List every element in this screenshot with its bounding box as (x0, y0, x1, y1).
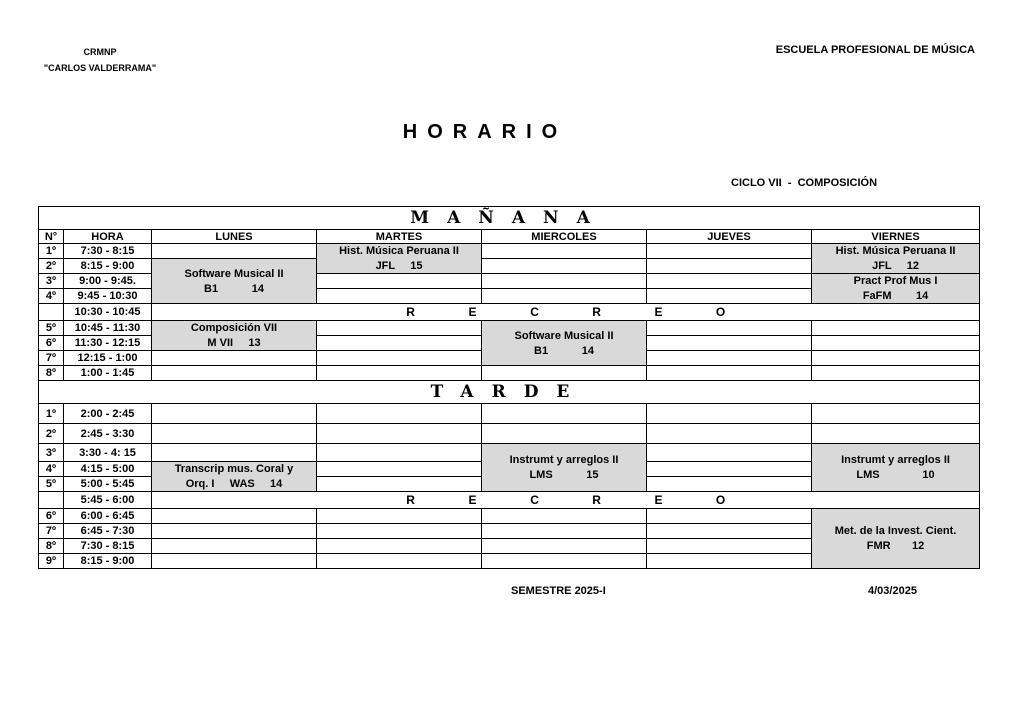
empty-cell (317, 336, 482, 351)
empty-cell (317, 462, 482, 477)
course-name: Transcrip mus. Coral y (174, 463, 294, 475)
recess-label: R E C R E O (152, 304, 980, 321)
period-number: 8º (39, 539, 64, 554)
empty-cell (482, 366, 647, 381)
empty-cell (317, 289, 482, 304)
period-time: 2:45 - 3:30 (64, 424, 152, 444)
class-cell-miercoles-software (482, 321, 647, 366)
period-time: 12:15 - 1:00 (64, 351, 152, 366)
section-title-tarde: TARDE (39, 381, 980, 404)
period-time: 1:00 - 1:45 (64, 366, 152, 381)
page-title: HORARIO (402, 121, 568, 143)
period-time: 11:30 - 12:15 (64, 336, 152, 351)
period-number (39, 304, 64, 321)
course-name: Instrumt y arreglos II (841, 454, 950, 466)
empty-cell (647, 477, 812, 492)
column-header: VIERNES (812, 230, 980, 244)
course-detail: FMR 12 (866, 540, 925, 552)
column-header: HORA (64, 230, 152, 244)
period-time: 9:45 - 10:30 (64, 289, 152, 304)
column-header: MARTES (317, 230, 482, 244)
empty-cell (317, 524, 482, 539)
course-name: Software Musical II (514, 329, 614, 342)
course-detail: Orq. I WAS 14 (185, 478, 283, 490)
empty-cell (317, 404, 482, 424)
column-header: LUNES (152, 230, 317, 244)
empty-cell (482, 539, 647, 554)
empty-cell (317, 539, 482, 554)
period-time: 9:00 - 9:45. (64, 274, 152, 289)
period-number: 1º (39, 404, 64, 424)
section-row-tarde (39, 381, 980, 404)
empty-cell (647, 289, 812, 304)
period-number: 6º (39, 509, 64, 524)
period-time: 5:45 - 6:00 (64, 492, 152, 509)
table-row (39, 444, 980, 462)
class-cell-viernes-pract (812, 274, 980, 304)
column-header: MIERCOLES (482, 230, 647, 244)
empty-cell (317, 509, 482, 524)
empty-cell (647, 539, 812, 554)
empty-cell (152, 244, 317, 259)
course-detail: M VII 13 (207, 337, 261, 349)
course-detail: JFL 12 (872, 260, 919, 272)
empty-cell (812, 321, 980, 336)
school-name: ESCUELA PROFESIONAL DE MÚSICA (775, 44, 975, 56)
period-time: 7:30 - 8:15 (64, 539, 152, 554)
class-cell-lunes-composicion (152, 321, 317, 351)
course-detail: FaFM 14 (862, 290, 929, 302)
recess-row (39, 492, 980, 509)
column-header-row (39, 230, 980, 244)
empty-cell (647, 259, 812, 274)
period-number: 4º (39, 289, 64, 304)
section-row-manana (39, 207, 980, 230)
period-time: 5:00 - 5:45 (64, 477, 152, 492)
recess-row (39, 304, 980, 321)
period-time: 10:45 - 11:30 (64, 321, 152, 336)
empty-cell (812, 404, 980, 424)
table-row (39, 244, 980, 259)
date-label: 4/03/2025 (868, 585, 917, 597)
empty-cell (152, 366, 317, 381)
empty-cell (812, 336, 980, 351)
period-number: 3º (39, 444, 64, 462)
empty-cell (317, 554, 482, 569)
empty-cell (317, 366, 482, 381)
empty-cell (317, 444, 482, 462)
period-time: 7:30 - 8:15 (64, 244, 152, 259)
period-number: 7º (39, 524, 64, 539)
course-name: Met. de la Invest. Cient. (834, 525, 957, 537)
column-header: JUEVES (647, 230, 812, 244)
class-cell-viernes-metodologia (812, 509, 980, 569)
recess-label: R E C R E O (152, 492, 980, 509)
empty-cell (482, 259, 647, 274)
table-row (39, 404, 980, 424)
class-cell-lunes-transcrip (152, 462, 317, 492)
empty-cell (647, 244, 812, 259)
period-number (39, 492, 64, 509)
empty-cell (152, 524, 317, 539)
empty-cell (482, 424, 647, 444)
cycle-label: CICLO VII - COMPOSICIÓN (731, 177, 878, 189)
empty-cell (482, 524, 647, 539)
class-cell-viernes-hist (812, 244, 980, 274)
empty-cell (482, 554, 647, 569)
empty-cell (812, 351, 980, 366)
section-title-manana: MAÑANA (39, 207, 980, 230)
period-number: 2º (39, 259, 64, 274)
class-cell-viernes-instrumt (812, 444, 980, 492)
empty-cell (317, 351, 482, 366)
empty-cell (647, 554, 812, 569)
empty-cell (317, 274, 482, 289)
empty-cell (482, 289, 647, 304)
empty-cell (152, 539, 317, 554)
course-name: Hist. Música Peruana II (835, 245, 956, 257)
empty-cell (647, 336, 812, 351)
period-time: 6:00 - 6:45 (64, 509, 152, 524)
period-time: 2:00 - 2:45 (64, 404, 152, 424)
period-number: 5º (39, 477, 64, 492)
empty-cell (647, 351, 812, 366)
course-detail: B1 14 (204, 282, 264, 295)
empty-cell (647, 424, 812, 444)
course-name: Hist. Música Peruana II (339, 245, 459, 257)
period-number: 3º (39, 274, 64, 289)
period-time: 8:15 - 9:00 (64, 259, 152, 274)
empty-cell (647, 524, 812, 539)
class-cell-lunes-software (152, 259, 317, 304)
schedule-table (38, 206, 980, 569)
institution-block (30, 44, 170, 76)
period-number: 7º (39, 351, 64, 366)
empty-cell (647, 404, 812, 424)
empty-cell (317, 424, 482, 444)
empty-cell (647, 274, 812, 289)
empty-cell (647, 462, 812, 477)
course-detail: B1 14 (534, 344, 594, 357)
period-number: 6º (39, 336, 64, 351)
empty-cell (152, 444, 317, 462)
semester-label: SEMESTRE 2025-I (511, 585, 606, 597)
course-detail: LMS 10 (856, 469, 935, 481)
course-name: Software Musical II (184, 267, 284, 280)
period-time: 3:30 - 4: 15 (64, 444, 152, 462)
empty-cell (482, 509, 647, 524)
empty-cell (317, 477, 482, 492)
empty-cell (647, 444, 812, 462)
period-number: 1º (39, 244, 64, 259)
class-cell-martes-hist (317, 244, 482, 274)
empty-cell (812, 366, 980, 381)
empty-cell (152, 509, 317, 524)
period-number: 4º (39, 462, 64, 477)
table-row (39, 509, 980, 524)
empty-cell (152, 424, 317, 444)
course-name: Composición VII (190, 322, 278, 334)
course-detail: JFL 15 (375, 260, 423, 272)
period-time: 6:45 - 7:30 (64, 524, 152, 539)
empty-cell (647, 366, 812, 381)
empty-cell (317, 321, 482, 336)
empty-cell (812, 424, 980, 444)
table-row (39, 424, 980, 444)
period-number: 5º (39, 321, 64, 336)
empty-cell (482, 404, 647, 424)
table-row (39, 321, 980, 336)
table-row (39, 366, 980, 381)
empty-cell (152, 404, 317, 424)
period-time: 10:30 - 10:45 (64, 304, 152, 321)
period-number: 2º (39, 424, 64, 444)
column-header: N° (39, 230, 64, 244)
empty-cell (152, 351, 317, 366)
period-time: 8:15 - 9:00 (64, 554, 152, 569)
empty-cell (152, 554, 317, 569)
empty-cell (482, 244, 647, 259)
course-name: Pract Prof Mus I (853, 275, 938, 287)
empty-cell (482, 274, 647, 289)
empty-cell (647, 321, 812, 336)
period-time: 4:15 - 5:00 (64, 462, 152, 477)
institution-acronym: CRMNP (83, 47, 117, 57)
institution-name: "CARLOS VALDERRAMA" (43, 63, 157, 73)
period-number: 8º (39, 366, 64, 381)
empty-cell (647, 509, 812, 524)
class-cell-miercoles-instrumt (482, 444, 647, 492)
period-number: 9º (39, 554, 64, 569)
course-name: Instrumt y arreglos II (509, 454, 619, 466)
course-detail: LMS 15 (529, 469, 599, 481)
